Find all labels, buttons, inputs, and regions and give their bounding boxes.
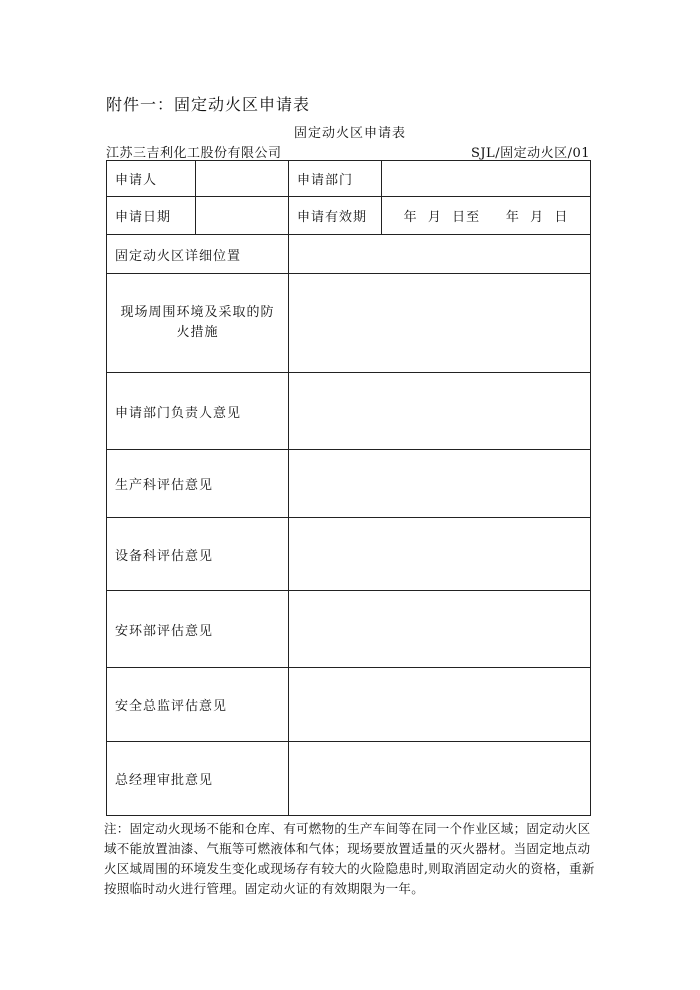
location-row xyxy=(107,235,591,274)
equipment-field[interactable] xyxy=(289,518,591,591)
production-label: 生产科评估意见 xyxy=(107,450,289,518)
validity-field[interactable]: 年 月 日至 年 月 日 xyxy=(382,197,591,235)
company-name: 江苏三吉利化工股份有限公司 xyxy=(106,146,282,161)
dept-head-field[interactable] xyxy=(289,373,591,450)
application-form-table xyxy=(106,160,591,816)
date-row xyxy=(107,197,591,235)
safety-director-field[interactable] xyxy=(289,668,591,742)
document-code: SJL/固定动火区/01 xyxy=(470,146,590,161)
footnote: 注：固定动火现场不能和仓库、有可燃物的生产车间等在同一个作业区域；固定动火区域不能放置油漆、气瓶等可燃液体和气体；现场要放置适量的灭火器材。当固定地点动火区域周围的环境发生变化或现场存有较大的火险隐患时,则取消固定动火的资格，重新按照临时动火进行管理。固定动火证的有效期限为一年。 xyxy=(104,821,595,896)
safety-env-row xyxy=(107,591,591,668)
gm-approval-label: 总经理审批意见 xyxy=(107,742,289,816)
form-title: 固定动火区申请表 xyxy=(293,126,406,141)
safety-env-label: 安环部评估意见 xyxy=(107,591,289,668)
applicant-label: 申请人 xyxy=(107,161,196,197)
dept-head-row xyxy=(107,373,591,450)
equipment-row xyxy=(107,518,591,591)
gm-approval-field[interactable] xyxy=(289,742,591,816)
applicant-row xyxy=(107,161,591,197)
environment-row xyxy=(107,274,591,373)
attachment-heading: 附件一：固定动火区申请表 xyxy=(106,95,311,114)
gm-approval-row xyxy=(107,742,591,816)
environment-label: 现场周围环境及采取的防火措施 xyxy=(107,274,289,373)
safety-director-row xyxy=(107,668,591,742)
safety-director-label: 安全总监评估意见 xyxy=(107,668,289,742)
apply-date-field[interactable] xyxy=(196,197,289,235)
location-field[interactable] xyxy=(289,235,591,274)
environment-field[interactable] xyxy=(289,274,591,373)
validity-label: 申请有效期 xyxy=(289,197,382,235)
apply-date-label: 申请日期 xyxy=(107,197,196,235)
location-label: 固定动火区详细位置 xyxy=(107,235,289,274)
dept-head-label: 申请部门负责人意见 xyxy=(107,373,289,450)
applicant-field[interactable] xyxy=(196,161,289,197)
department-field[interactable] xyxy=(382,161,591,197)
safety-env-field[interactable] xyxy=(289,591,591,668)
production-row xyxy=(107,450,591,518)
department-label: 申请部门 xyxy=(289,161,382,197)
equipment-label: 设备科评估意见 xyxy=(107,518,289,591)
production-field[interactable] xyxy=(289,450,591,518)
